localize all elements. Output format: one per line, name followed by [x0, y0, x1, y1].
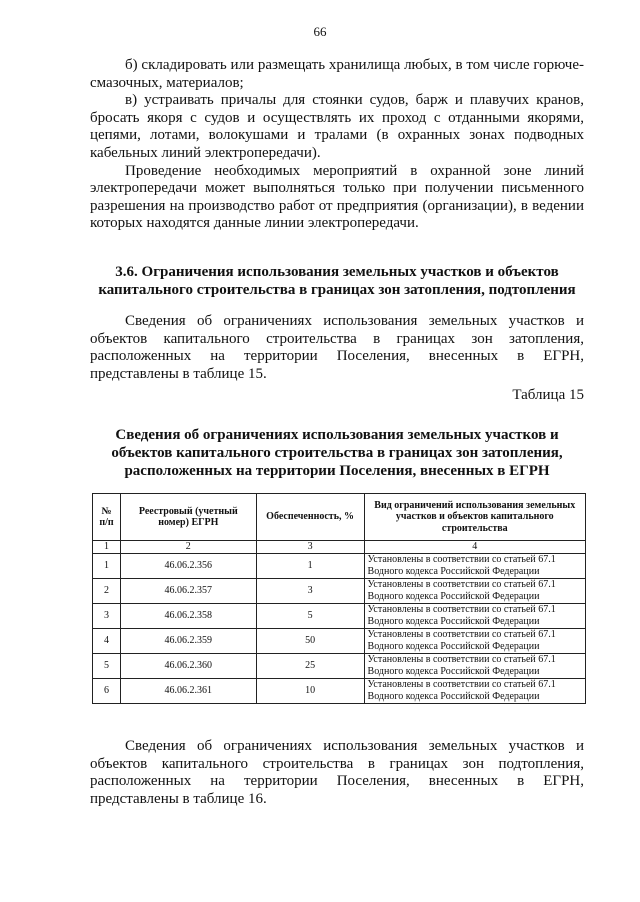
intro-text	[90, 57, 584, 233]
table-row	[93, 653, 586, 678]
table-title: Сведения об ограничениях использования земельных участков и объектов капитального строительства в границах зон затопления, расположенных на территории Поселения, внесенных в ЕГРН	[111, 427, 563, 479]
cell-provision: 50	[256, 628, 364, 653]
header-restriction: Вид ограничений использования земельных участков и объектов капитального строительства	[364, 494, 585, 541]
table-row	[93, 578, 586, 603]
cell-registry: 46.06.2.360	[120, 653, 256, 678]
column-number: 3	[256, 541, 364, 554]
cell-number: 5	[93, 653, 121, 678]
header-provision: Обеспеченность, %	[256, 494, 364, 541]
cell-registry: 46.06.2.361	[120, 678, 256, 703]
column-number: 1	[93, 541, 121, 554]
cell-provision: 25	[256, 653, 364, 678]
cell-restriction: Установлены в соответствии со статьей 67.1 Водного кодекса Российской Федерации	[364, 578, 585, 603]
cell-number: 1	[93, 553, 121, 578]
table-row	[93, 553, 586, 578]
cell-restriction: Установлены в соответствии со статьей 67.1 Водного кодекса Российской Федерации	[364, 628, 585, 653]
cell-provision: 3	[256, 578, 364, 603]
table-16-intro	[90, 738, 584, 808]
cell-provision: 1	[256, 553, 364, 578]
section-heading: 3.6. Ограничения использования земельных участков и объектов капитального строительства в границах зон затопления, подтопления	[98, 264, 576, 298]
table-row	[93, 628, 586, 653]
restrictions-table	[92, 493, 586, 704]
cell-provision: 5	[256, 603, 364, 628]
cell-registry: 46.06.2.359	[120, 628, 256, 653]
cell-registry: 46.06.2.357	[120, 578, 256, 603]
cell-restriction: Установлены в соответствии со статьей 67.1 Водного кодекса Российской Федерации	[364, 603, 585, 628]
paragraph: Проведение необходимых мероприятий в охранной зоне линий электропередачи может выполняться только при получении письменного разрешения на производство работ от предприятия (организации), в ведении которых находятся данные линии электропередачи.	[90, 162, 584, 232]
column-number-row	[93, 541, 586, 554]
paragraph: в) устраивать причалы для стоянки судов, барж и плавучих кранов, бросать якоря с судов и осуществлять их проход с отданными якорями, цепями, лотами, волокушами и тралами (в охранных зонах подводных кабельных линий электропередачи).	[90, 92, 584, 161]
cell-restriction: Установлены в соответствии со статьей 67.1 Водного кодекса Российской Федерации	[364, 653, 585, 678]
table-row	[93, 678, 586, 703]
cell-registry: 46.06.2.356	[120, 553, 256, 578]
table-15-intro	[90, 313, 584, 383]
cell-number: 4	[93, 628, 121, 653]
paragraph: Сведения об ограничениях использования земельных участков и объектов капитального строительства в границах зон подтопления, расположенных на территории Поселения, внесенных в ЕГРН, представлены в таблице 16.	[90, 738, 584, 807]
cell-registry: 46.06.2.358	[120, 603, 256, 628]
table-caption: Таблица 15	[512, 387, 584, 403]
header-number: № п/п	[93, 494, 121, 541]
paragraph: б) складировать или размещать хранилища любых, в том числе горюче-смазочных, материалов;	[90, 57, 584, 91]
cell-restriction: Установлены в соответствии со статьей 67.1 Водного кодекса Российской Федерации	[364, 553, 585, 578]
cell-number: 2	[93, 578, 121, 603]
table-row	[93, 603, 586, 628]
column-number: 4	[364, 541, 585, 554]
header-registry: Реестровый (учетный номер) ЕГРН	[120, 494, 256, 541]
cell-restriction: Установлены в соответствии со статьей 67.1 Водного кодекса Российской Федерации	[364, 678, 585, 703]
cell-provision: 10	[256, 678, 364, 703]
paragraph: Сведения об ограничениях использования земельных участков и объектов капитального строительства в границах зон затопления, расположенных на территории Поселения, внесенных в ЕГРН, представлены в таблице 15.	[90, 313, 584, 382]
column-number: 2	[120, 541, 256, 554]
table-header-row	[93, 494, 586, 541]
page-number: 66	[313, 24, 327, 39]
cell-number: 3	[93, 603, 121, 628]
cell-number: 6	[93, 678, 121, 703]
